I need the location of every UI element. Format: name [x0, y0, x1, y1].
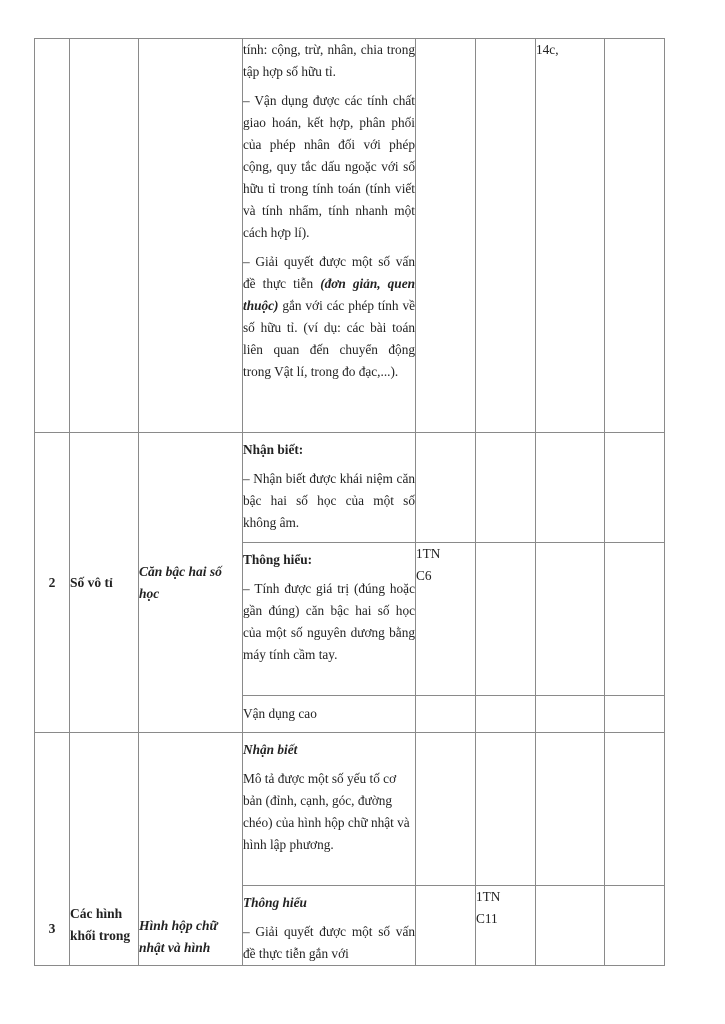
requirement-cell — [243, 543, 416, 696]
requirement-text: Mô tả được một số yếu tố cơ bản (đỉnh, cạnh, góc, đường chéo) của hình hộp chữ nhật và hình lập phương. — [243, 771, 410, 852]
table-row — [35, 39, 665, 433]
requirement-text: – Vận dụng được các tính chất giao hoán, kết hợp, phân phối của phép nhân đối với phép cộng, quy tắc dấu ngoặc với số hữu tỉ trong tính toán (tính viết và tính nhẩm, tính nhanh một cách hợp lí). — [243, 93, 415, 240]
requirement-text: tính: cộng, trừ, nhân, chia trong tập hợp số hữu tỉ. — [243, 42, 415, 79]
count-cell-recognize — [416, 39, 476, 433]
level-title: Thông hiểu: — [243, 552, 313, 567]
unit-cell: Hình hộp chữ nhật và hình — [139, 733, 243, 966]
specification-table — [34, 38, 665, 966]
requirement-text: – Giải quyết được một số vấn đề thực tiễn (đơn giản, quen thuộc) gắn với các phép tính về số hữu tỉ. (ví dụ: các bài toán liên quan đến chuyển động trong Vật lí, trong đo đạc,...). — [243, 254, 416, 379]
number-cell: 2 — [35, 433, 70, 733]
question-code: C6 — [416, 568, 432, 583]
question-count: 1TN — [476, 889, 501, 904]
level-title: Vận dụng cao — [243, 706, 317, 721]
table-row — [35, 733, 665, 886]
question-count: 14c, — [536, 42, 559, 57]
count-cell-apply-high — [605, 39, 665, 433]
requirement-text: – Tính được giá trị (đúng hoặc gần đúng) căn bậc hai số học của một số nguyên dương bằng máy tính cầm tay. — [243, 581, 415, 662]
requirement-cell — [243, 886, 416, 966]
requirement-text: – Nhận biết được khái niệm căn bậc hai số học của một số không âm. — [243, 471, 415, 530]
count-cell-understand — [476, 886, 536, 966]
topic-cell: Các hình khối trong — [70, 733, 139, 966]
unit-cell — [139, 39, 243, 433]
level-title: Nhận biết — [243, 742, 298, 757]
level-title: Nhận biết: — [243, 442, 304, 457]
topic-cell — [70, 39, 139, 433]
requirement-cell — [243, 733, 416, 886]
requirement-cell — [243, 696, 416, 733]
unit-cell: Căn bậc hai số học — [139, 433, 243, 733]
level-title: Thông hiểu — [243, 895, 307, 910]
number-cell: 3 — [35, 733, 70, 966]
table-row — [35, 433, 665, 543]
requirement-text: – Giải quyết được một số vấn đề thực tiễn gắn với — [243, 924, 415, 961]
topic-cell: Số vô tỉ — [70, 433, 139, 733]
question-count: 1TN — [416, 546, 441, 561]
requirement-cell — [243, 39, 416, 433]
count-cell-recognize — [416, 543, 476, 696]
number-cell — [35, 39, 70, 433]
question-code: C11 — [476, 911, 498, 926]
requirement-cell — [243, 433, 416, 543]
count-cell-understand — [476, 39, 536, 433]
count-cell-apply — [536, 39, 605, 433]
